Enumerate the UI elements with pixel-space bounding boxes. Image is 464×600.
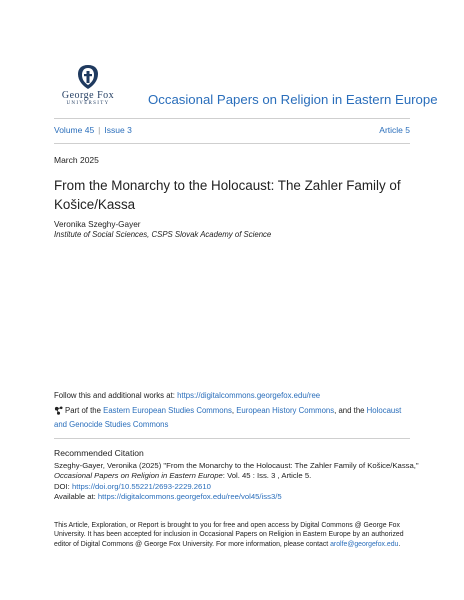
citation-doi xyxy=(54,482,424,492)
access-statement xyxy=(54,521,416,549)
available-link[interactable]: https://digitalcommons.georgefox.edu/ree/vol45/iss3/5 xyxy=(97,492,282,502)
commons-link-european-history[interactable]: European History Commons xyxy=(236,406,335,415)
issue-row xyxy=(54,125,410,135)
journal-title-link[interactable]: Occasional Papers on Religion in Eastern Europe xyxy=(148,92,438,107)
footer-line-3 xyxy=(54,540,416,549)
citation-line-1: Szeghy-Gayer, Veronika (2025) "From the Monarchy to the Holocaust: The Zahler Family of Košice/Kassa," xyxy=(54,461,419,470)
follow-link[interactable]: https://digitalcommons.georgefox.edu/ree xyxy=(177,391,321,400)
part-of-sep1: , xyxy=(231,406,237,415)
recommended-citation-heading: Recommended Citation xyxy=(54,448,144,458)
footer-line-2: University. It has been accepted for inclusion in Occasional Papers on Religion in Eastern Europe by an authorized xyxy=(54,531,404,539)
author-name: Veronika Szeghy-Gayer xyxy=(54,220,141,229)
issue-separator: | xyxy=(98,125,101,135)
citation-line-2 xyxy=(54,471,424,481)
doi-label: DOI: xyxy=(54,481,72,491)
logo-subtitle: UNIVERSITY xyxy=(66,101,110,106)
citation-available xyxy=(54,492,424,502)
network-icon xyxy=(54,406,63,415)
footer-line-1: This Article, Exploration, or Report is brought to you for free and open access by Digital Commons @ George Fox xyxy=(54,522,400,529)
commons-link-eastern-european[interactable]: Eastern European Studies Commons xyxy=(103,406,232,415)
part-of-line xyxy=(54,404,414,432)
citation-journal: Occasional Papers on Religion in Eastern Europe xyxy=(54,471,223,481)
available-label: Available at: xyxy=(54,492,98,502)
article-link[interactable]: Article 5 xyxy=(379,125,410,135)
part-of-sep2: , and the xyxy=(334,406,367,415)
citation-volume: : Vol. 45 : Iss. 3 , Article 5. xyxy=(222,471,312,481)
contact-email-link[interactable]: arolfe@georgefox.edu xyxy=(330,540,399,548)
follow-line xyxy=(54,391,320,400)
university-logo[interactable] xyxy=(54,64,122,110)
publication-date: March 2025 xyxy=(54,155,99,165)
footer-line-3-suffix: . xyxy=(398,540,401,548)
university-crest-icon xyxy=(76,64,100,90)
footer-line-3-prefix: editor of Digital Commons @ George Fox University. For more information, please contact xyxy=(54,540,331,548)
divider-issue xyxy=(54,143,410,144)
divider-citation xyxy=(54,438,410,439)
logo-name: George Fox xyxy=(61,90,115,101)
header xyxy=(54,62,438,112)
doi-link[interactable]: https://doi.org/10.55221/2693-2229.2610 xyxy=(71,481,211,491)
volume-link[interactable]: Volume 45 xyxy=(54,125,95,135)
author-affiliation: Institute of Social Sciences, CSPS Slovak Academy of Science xyxy=(54,230,272,239)
part-of-prefix: Part of the xyxy=(65,406,104,415)
commons-link-holocaust[interactable]: Holocaust and Genocide Studies Commons xyxy=(54,406,402,429)
divider-top xyxy=(54,118,410,119)
recommended-citation xyxy=(54,461,424,503)
follow-prefix: Follow this and additional works at: xyxy=(54,391,178,400)
issue-link[interactable]: Issue 3 xyxy=(104,125,132,135)
article-title: From the Monarchy to the Holocaust: The Zahler Family of Košice/Kassa xyxy=(54,178,401,212)
